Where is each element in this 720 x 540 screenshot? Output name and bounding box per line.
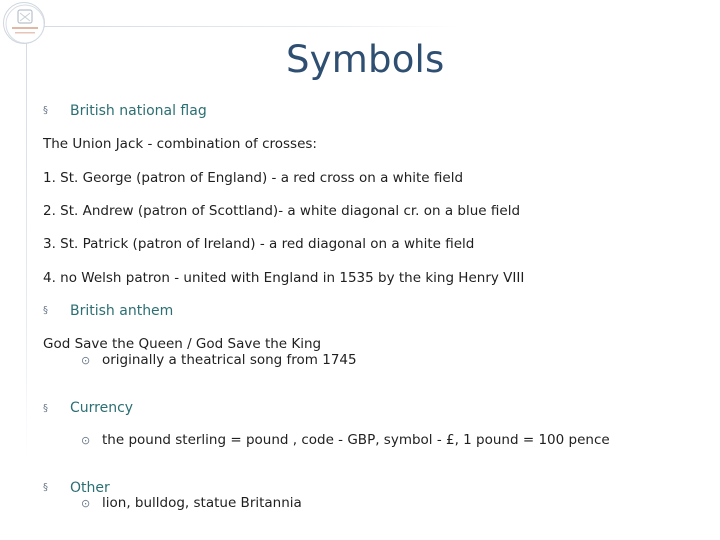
flag-line-3: 2. St. Andrew (patron of Scottland)- a white diagonal cr. on a blue field [43,203,521,219]
circle-bullet-icon: ⊙ [81,434,91,447]
anthem-sub: originally a theatrical song from 1745 [102,352,357,368]
other-sub: lion, bulldog, statue Britannia [102,495,302,511]
flag-line-5: 4. no Welsh patron - united with England in 1535 by the king Henry VIII [43,270,525,286]
frame-line-top [40,26,460,27]
heading-anthem: British anthem [70,303,174,319]
section-bullet-flag: § [43,105,48,116]
heading-flag: British national flag [70,103,207,119]
currency-sub: the pound sterling = pound , code - GBP, symbol - £, 1 pound = 100 pence [102,432,610,448]
section-bullet-currency: § [43,403,48,414]
circle-bullet-icon: ⊙ [81,354,91,367]
section-bullet-other: § [43,482,48,493]
heading-other: Other [70,480,110,496]
flag-line-2: 1. St. George (patron of England) - a red cross on a white field [43,170,464,186]
flag-line-1: The Union Jack - combination of crosses: [43,136,317,152]
crest-logo-icon [3,2,45,44]
flag-line-4: 3. St. Patrick (patron of Ireland) - a red diagonal on a white field [43,236,475,252]
heading-currency: Currency [70,400,134,416]
circle-bullet-icon: ⊙ [81,497,91,510]
section-bullet-anthem: § [43,305,48,316]
anthem-line: God Save the Queen / God Save the King [43,336,322,352]
frame-line-left [26,40,27,460]
slide-title: Symbols [286,38,445,81]
